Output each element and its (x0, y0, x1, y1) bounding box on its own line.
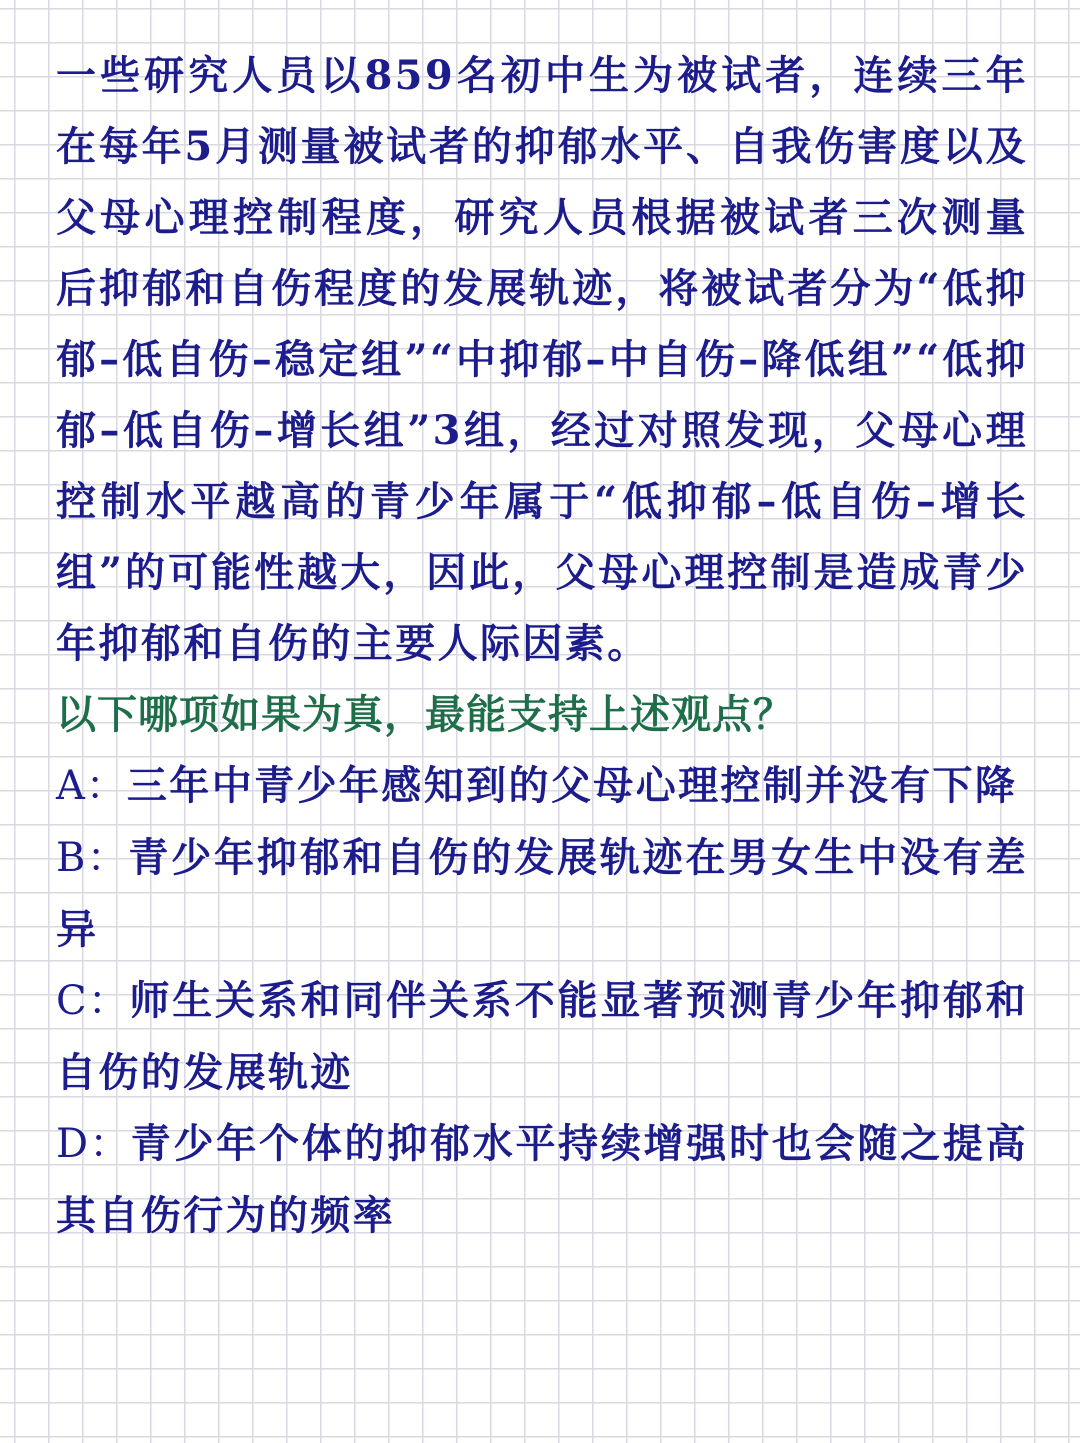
question-card (56, 40, 1028, 1251)
option-d-text: 青少年个体的抑郁水平持续增强时也会随之提高其自伤行为的频率 (56, 1120, 1028, 1239)
option-d[interactable] (56, 1108, 1028, 1251)
question-text: 以下哪项如果为真，最能支持上述观点？ (56, 691, 794, 738)
option-c-letter: C： (56, 978, 130, 1024)
option-b-text: 青少年抑郁和自伤的发展轨迹在男女生中没有差异 (56, 834, 1028, 953)
option-a[interactable] (56, 750, 1028, 822)
option-c[interactable] (56, 965, 1028, 1108)
passage-text: 一些研究人员以859名初中生为被试者，连续三年在每年5月测量被试者的抑郁水平、自我伤害度以及父母心理控制程度，研究人员根据被试者三次测量后抑郁和自伤程度的发展轨迹，将被试者分为“低抑郁–低自伤–稳定组”“中抑郁–中自伤–降低组”“低抑郁–低自伤–增长组”3组，经过对照发现，父母心理控制水平越高的青少年属于“低抑郁–低自伤–增长组”的可能性越大，因此，父母心理控制是造成青少年抑郁和自伤的主要人际因素。 (56, 52, 1028, 667)
option-b[interactable] (56, 822, 1028, 965)
option-a-text: 三年中青少年感知到的父母心理控制并没有下降 (126, 762, 1018, 809)
option-c-text: 师生关系和同伴关系不能显著预测青少年抑郁和自伤的发展轨迹 (56, 977, 1029, 1096)
option-a-letter: A： (56, 763, 127, 809)
option-b-letter: B： (56, 835, 129, 881)
option-d-letter: D： (56, 1121, 131, 1167)
